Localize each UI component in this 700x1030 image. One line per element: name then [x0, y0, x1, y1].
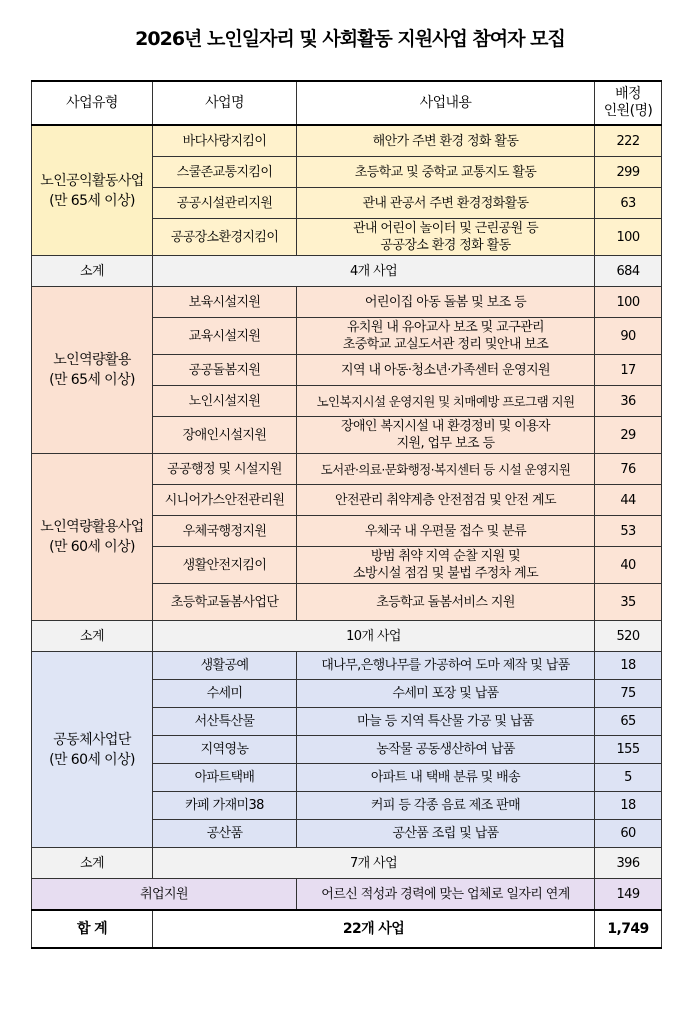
- project-name: 서산특산물: [153, 708, 297, 736]
- category-age: (만 65세 이상): [49, 192, 135, 209]
- header-count-line1: 배정: [615, 86, 641, 102]
- project-content: 안전관리 취약계층 안전점검 및 안전 계도: [297, 485, 595, 516]
- project-count: 76: [595, 454, 662, 485]
- project-name: 스쿨존교통지킴이: [153, 157, 297, 188]
- project-count: 90: [595, 318, 662, 355]
- project-content: [297, 219, 595, 256]
- content-line1: 유치원 내 유아교사 보조 및 교구관리: [346, 320, 545, 335]
- project-count: 299: [595, 157, 662, 188]
- project-name: 공공행정 및 시설지원: [153, 454, 297, 485]
- category-label: 노인역량활용: [53, 352, 131, 368]
- subtotal-row: [32, 848, 662, 879]
- page-title: 2026년 노인일자리 및 사회활동 지원사업 참여자 모집: [135, 28, 565, 50]
- project-content: 어린이집 아동 돌봄 및 보조 등: [297, 287, 595, 318]
- project-name: 카페 가재미38: [153, 792, 297, 820]
- project-content: [297, 417, 595, 454]
- category-label: 공동체사업단: [53, 731, 131, 748]
- project-name: 우체국행정지원: [153, 516, 297, 547]
- subtotal-count: 684: [595, 256, 662, 287]
- total-count: 1,749: [595, 910, 662, 948]
- project-name: 공공돌봄지원: [153, 355, 297, 386]
- project-name: 아파트택배: [153, 764, 297, 792]
- project-name: 생활안전지킴이: [153, 547, 297, 584]
- subtotal-row: [32, 256, 662, 287]
- table-row: [32, 454, 662, 485]
- employment-row: [32, 879, 662, 911]
- content-line1: 관내 어린이 놀이터 및 근린공원 등: [352, 221, 539, 236]
- category-age: (만 65세 이상): [49, 372, 135, 388]
- project-content: 초등학교 돌봄서비스 지원: [297, 584, 595, 621]
- category-cell: [32, 287, 153, 454]
- employment-name: 취업지원: [32, 879, 297, 911]
- project-name: 보육시설지원: [153, 287, 297, 318]
- employment-count: 149: [595, 879, 662, 911]
- total-projects: 22개 사업: [153, 910, 595, 948]
- subtotal-projects: 4개 사업: [153, 256, 595, 287]
- employment-content: 어르신 적성과 경력에 맞는 업체로 일자리 연계: [297, 879, 595, 911]
- project-content: [297, 318, 595, 355]
- project-count: 35: [595, 584, 662, 621]
- project-content: 관내 관공서 주변 환경정화활동: [297, 188, 595, 219]
- project-count: 100: [595, 287, 662, 318]
- table-row: [32, 652, 662, 680]
- project-count: 155: [595, 736, 662, 764]
- project-count: 60: [595, 820, 662, 848]
- table-header-row: [32, 81, 662, 125]
- category-cell: [32, 454, 153, 621]
- category-age: (만 60세 이상): [49, 539, 135, 555]
- total-label: 합 계: [32, 910, 153, 948]
- project-name: 시니어가스안전관리원: [153, 485, 297, 516]
- content-line1: 장애인 복지시설 내 환경정비 및 이용자: [341, 419, 550, 434]
- project-content: 마늘 등 지역 특산물 가공 및 납품: [297, 708, 595, 736]
- project-count: 29: [595, 417, 662, 454]
- project-name: 공산품: [153, 820, 297, 848]
- category-cell: [32, 652, 153, 848]
- subtotal-projects: 7개 사업: [153, 848, 595, 879]
- content-line2: 지원, 업무 보조 등: [396, 436, 495, 451]
- subtotal-projects: 10개 사업: [153, 621, 595, 652]
- header-count: [595, 81, 662, 125]
- subtotal-count: 520: [595, 621, 662, 652]
- project-count: 63: [595, 188, 662, 219]
- content-line2: 초중학교 교실도서관 정리 및안내 보조: [342, 337, 549, 352]
- header-name: 사업명: [153, 81, 297, 125]
- project-count: 222: [595, 125, 662, 157]
- subtotal-label: 소계: [32, 621, 153, 652]
- content-line2: 소방시설 점검 및 불법 주정차 계도: [352, 566, 539, 581]
- project-content: 도서관·의료·문화행정·복지센터 등 시설 운영지원: [297, 454, 595, 485]
- subtotal-count: 396: [595, 848, 662, 879]
- project-content: [297, 547, 595, 584]
- subtotal-label: 소계: [32, 848, 153, 879]
- project-count: 17: [595, 355, 662, 386]
- project-name: 수세미: [153, 680, 297, 708]
- project-content: 농작물 공동생산하여 납품: [297, 736, 595, 764]
- category-label: 노인공익활동사업: [40, 172, 144, 189]
- project-count: 36: [595, 386, 662, 417]
- project-name: 공공장소환경지킴이: [153, 219, 297, 256]
- header-type: 사업유형: [32, 81, 153, 125]
- project-count: 18: [595, 652, 662, 680]
- project-name: 교육시설지원: [153, 318, 297, 355]
- project-name: 바다사랑지킴이: [153, 125, 297, 157]
- project-name: 지역영농: [153, 736, 297, 764]
- content-line1: 방범 취약 지역 순찰 지원 및: [370, 549, 521, 564]
- project-count: 65: [595, 708, 662, 736]
- category-label: 노인역량활용사업: [40, 519, 144, 535]
- table-row: [32, 125, 662, 157]
- header-count-line2: 인원(명): [603, 103, 653, 119]
- project-name: 장애인시설지원: [153, 417, 297, 454]
- project-content: 우체국 내 우편물 접수 및 분류: [297, 516, 595, 547]
- project-content: 수세미 포장 및 납품: [297, 680, 595, 708]
- category-age: (만 60세 이상): [49, 751, 135, 768]
- project-content: 커피 등 각종 음료 제조 판매: [297, 792, 595, 820]
- content-line2: 공공장소 환경 정화 활동: [380, 238, 511, 253]
- project-content: 지역 내 아동·청소년·가족센터 운영지원: [297, 355, 595, 386]
- project-count: 100: [595, 219, 662, 256]
- project-count: 53: [595, 516, 662, 547]
- project-name: 생활공예: [153, 652, 297, 680]
- project-count: 75: [595, 680, 662, 708]
- project-content: 공산품 조립 및 납품: [297, 820, 595, 848]
- table-row: [32, 287, 662, 318]
- project-content: 해안가 주변 환경 정화 활동: [297, 125, 595, 157]
- subtotal-row: [32, 621, 662, 652]
- project-count: 40: [595, 547, 662, 584]
- project-content: 초등학교 및 중학교 교통지도 활동: [297, 157, 595, 188]
- project-name: 초등학교돌봄사업단: [153, 584, 297, 621]
- header-content: 사업내용: [297, 81, 595, 125]
- recruitment-table: [31, 80, 662, 949]
- total-row: [32, 910, 662, 948]
- project-content: 노인복지시설 운영지원 및 치매예방 프로그램 지원: [297, 386, 595, 417]
- project-count: 5: [595, 764, 662, 792]
- project-count: 18: [595, 792, 662, 820]
- project-name: 노인시설지원: [153, 386, 297, 417]
- project-count: 44: [595, 485, 662, 516]
- subtotal-label: 소계: [32, 256, 153, 287]
- project-content: 아파트 내 택배 분류 및 배송: [297, 764, 595, 792]
- project-content: 대나무,은행나무를 가공하여 도마 제작 및 납품: [297, 652, 595, 680]
- category-cell: [32, 125, 153, 256]
- project-name: 공공시설관리지원: [153, 188, 297, 219]
